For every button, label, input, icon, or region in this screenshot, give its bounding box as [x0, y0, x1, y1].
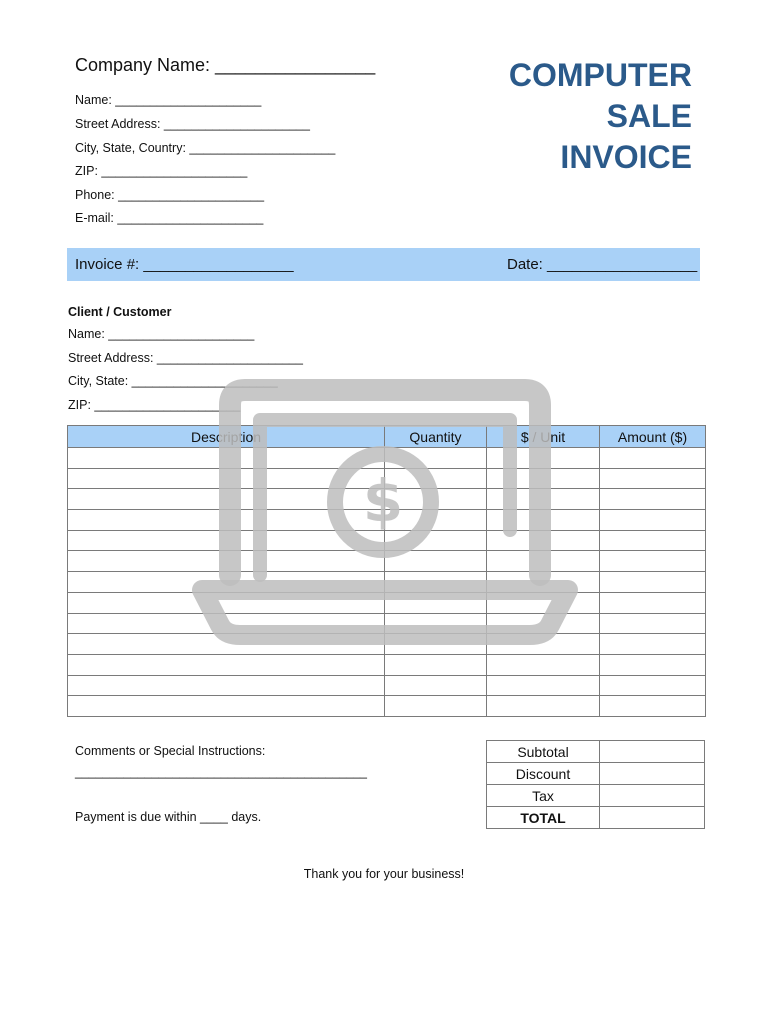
- seller-city-field: City, State, Country: _____________________: [75, 141, 336, 155]
- invoice-bar: [67, 248, 700, 281]
- amount-cell: [600, 489, 706, 510]
- unit-price-cell: [487, 675, 600, 696]
- seller-zip-field: ZIP: _____________________: [75, 164, 248, 178]
- amount-cell: [600, 696, 706, 717]
- svg-text:$: $: [362, 467, 404, 535]
- seller-phone-field: Phone: _____________________: [75, 188, 265, 202]
- seller-email-field: E-mail: _____________________: [75, 211, 264, 225]
- header-description: Description: [68, 426, 385, 448]
- table-row: [68, 696, 706, 717]
- discount-value: [600, 763, 705, 785]
- amount-cell: [600, 468, 706, 489]
- amount-cell: [600, 551, 706, 572]
- tax-value: [600, 785, 705, 807]
- seller-name-field: Name: _____________________: [75, 93, 262, 107]
- quantity-cell: [385, 675, 487, 696]
- invoice-title: [509, 55, 692, 178]
- total-value: [600, 807, 705, 829]
- amount-cell: [600, 530, 706, 551]
- invoice-number-field: Invoice #: __________________: [75, 256, 294, 273]
- header-amount: Amount ($): [600, 426, 706, 448]
- client-name-field: Name: _____________________: [68, 327, 255, 341]
- payment-terms: Payment is due within ____ days.: [75, 810, 262, 824]
- tax-label: Tax: [487, 785, 600, 807]
- totals-table: [486, 740, 705, 829]
- title-line-1: COMPUTER: [508, 57, 692, 93]
- amount-cell: [600, 634, 706, 655]
- company-name-field: Company Name: ________________: [75, 55, 376, 75]
- laptop-dollar-icon: [190, 375, 580, 645]
- description-cell: [68, 675, 385, 696]
- quantity-cell: [385, 654, 487, 675]
- amount-cell: [600, 654, 706, 675]
- amount-cell: [600, 613, 706, 634]
- subtotal-value: [600, 741, 705, 763]
- unit-price-cell: [487, 696, 600, 717]
- title-line-3: INVOICE: [560, 139, 692, 175]
- client-street-field: Street Address: _____________________: [68, 351, 303, 365]
- seller-street-field: Street Address: _____________________: [75, 117, 310, 131]
- client-zip-field: ZIP: _____________________: [68, 398, 241, 412]
- subtotal-label: Subtotal: [487, 741, 600, 763]
- quantity-cell: [385, 696, 487, 717]
- amount-cell: [600, 510, 706, 531]
- header-quantity: Quantity: [385, 426, 487, 448]
- client-city-field: City, State: _____________________: [68, 374, 278, 388]
- comments-label: Comments or Special Instructions:: [75, 744, 266, 758]
- description-cell: [68, 654, 385, 675]
- unit-price-cell: [487, 654, 600, 675]
- title-line-2: SALE: [606, 98, 692, 134]
- amount-cell: [600, 448, 706, 469]
- comments-line: __________________________________________: [75, 765, 367, 779]
- total-label: TOTAL: [487, 807, 600, 829]
- amount-cell: [600, 572, 706, 593]
- header-unit-price: $ / Unit: [487, 426, 600, 448]
- table-row: [68, 654, 706, 675]
- subtotal-row: [487, 741, 705, 763]
- table-row: [68, 675, 706, 696]
- description-cell: [68, 696, 385, 717]
- invoice-date-field: Date: __________________: [507, 256, 698, 273]
- client-heading: Client / Customer: [68, 305, 172, 319]
- amount-cell: [600, 675, 706, 696]
- discount-row: [487, 763, 705, 785]
- amount-cell: [600, 592, 706, 613]
- discount-label: Discount: [487, 763, 600, 785]
- thank-you-note: Thank you for your business!: [303, 867, 465, 881]
- total-row: [487, 807, 705, 829]
- tax-row: [487, 785, 705, 807]
